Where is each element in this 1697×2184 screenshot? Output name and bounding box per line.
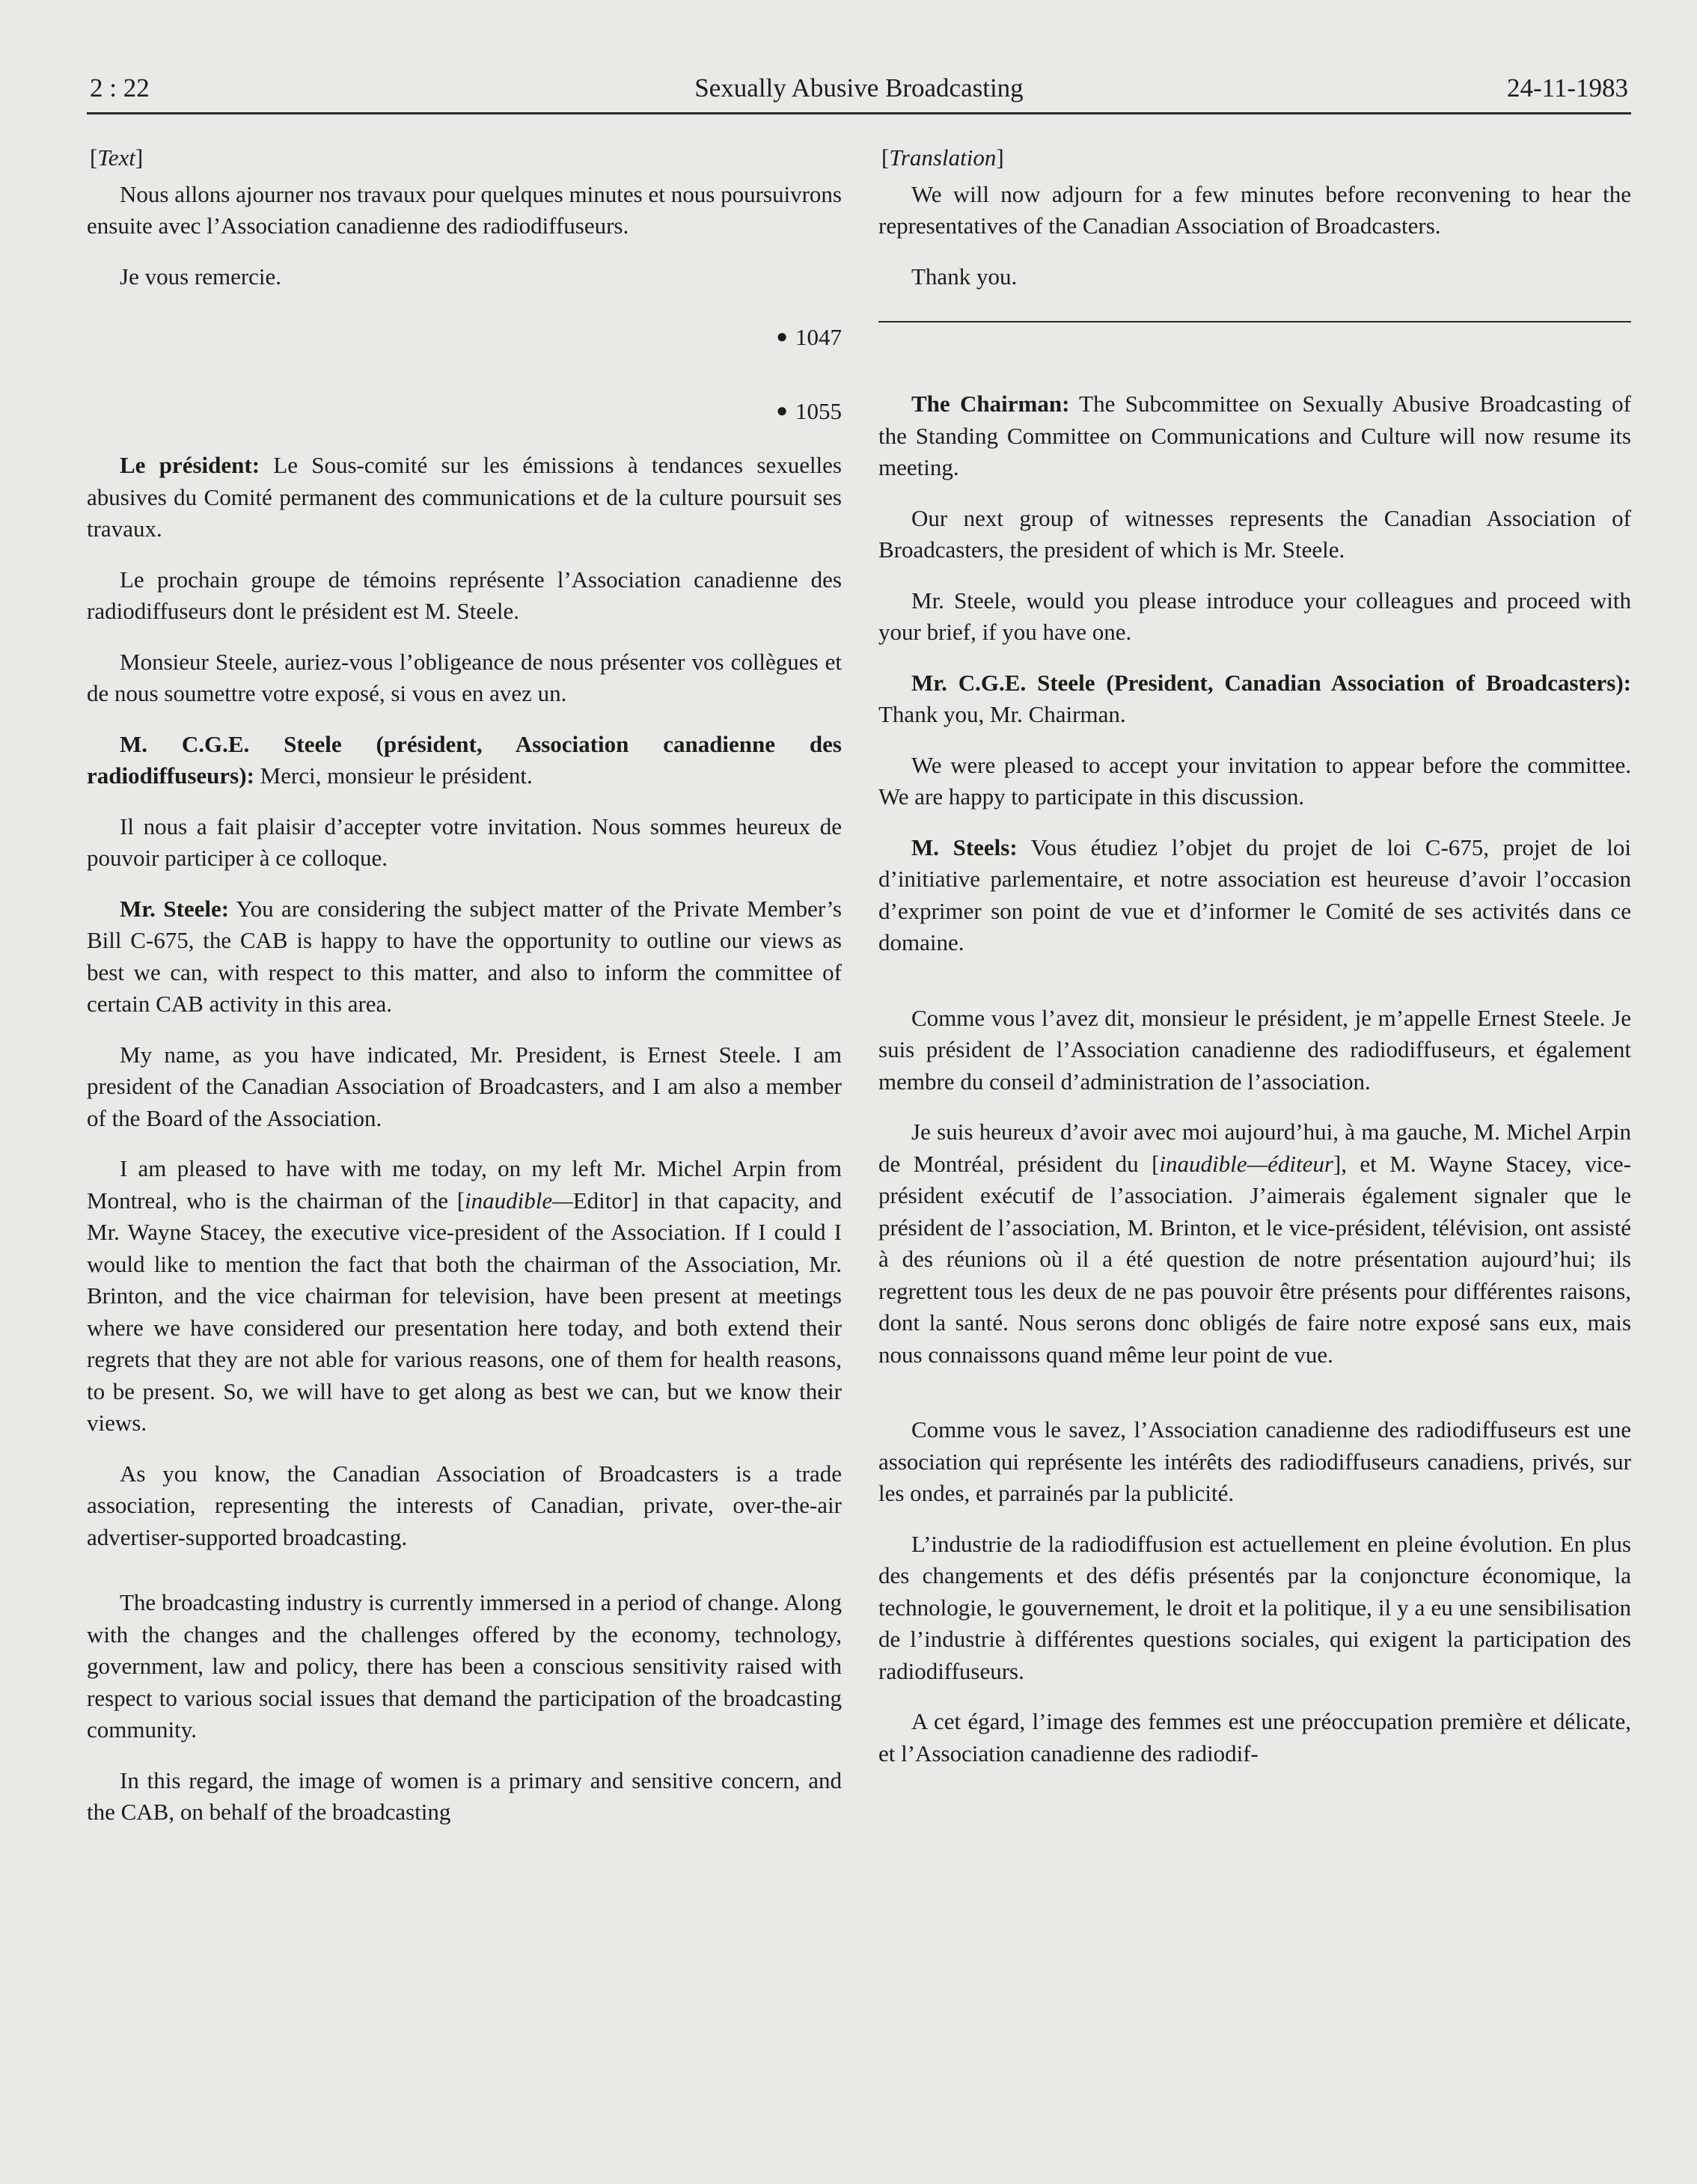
section-tag-label: Text (97, 144, 135, 171)
page-number: 2 : 22 (90, 73, 150, 103)
paragraph (878, 667, 1631, 731)
paragraph (878, 832, 1631, 959)
section-tag-label: Translation (889, 144, 997, 171)
time-marker-label: 1055 (795, 397, 842, 424)
left-column (87, 142, 842, 1847)
paragraph: Mr. Steele, would you please introduce your colleagues and proceed with your brief, if you have one. (878, 587, 1631, 645)
bullet-icon: ● (776, 325, 788, 347)
speaker-name: Mr. Steele: (120, 895, 230, 922)
speaker-name: M. C.G.E. Steele (président, Association canadienne des radiodiffuseurs): (87, 730, 842, 789)
paragraph: We were pleased to accept your invitation to appear before the committee. We are happy to participate in this discussion. (878, 751, 1631, 810)
speaker-name: Mr. C.G.E. Steele (President, Canadian Association of Broadcasters): (911, 669, 1631, 696)
paragraph: In this regard, the image of women is a primary and sensitive concern, and the CAB, on behalf of the broadcasting (87, 1767, 842, 1825)
paragraph: Thank you. (911, 263, 1018, 290)
paragraph: L’industrie de la radiodiffusion est actuellement en pleine évolution. En plus des changements et des défis présentés par la conjoncture économique, la technologie, le gouvernement, le droit et la politique, il y a eu une sensibilisation de l’industrie à différentes questions sociales, qui exigent la participation des radiodiffuseurs. (878, 1530, 1631, 1684)
paragraph: Il nous a fait plaisir d’accepter votre invitation. Nous sommes heureux de pouvoir participer à ce colloque. (87, 813, 842, 871)
paragraph: My name, as you have indicated, Mr. President, is Ernest Steele. I am president of the Canadian Association of Broadcasters, and I am also a member of the Board of the Association. (87, 1041, 842, 1131)
speech-text: The Subcommittee on Sexually Abusive Broadcasting of the Standing Committee on Communications and Culture will now resume its meeting. (878, 391, 1631, 480)
paragraph: The broadcasting industry is currently immersed in a period of change. Along with the changes and the challenges offered by the economy, technology, government, law and policy, there has been a conscious sensitivity raised with respect to various social issues that demand the participation of the broadcasting community. (87, 1589, 842, 1743)
paragraph (87, 893, 842, 1021)
speech-text: Thank you, Mr. Chairman. (878, 701, 1126, 727)
time-marker (87, 395, 842, 428)
running-title: Sexually Abusive Broadcasting (694, 73, 1024, 103)
speech-text: Vous étudiez l’objet du projet de loi C-675, projet de loi d’initiative parlementaire, et notre association est heureuse d’avoir l’occasion d’exprimer son point de vue et d’informer le Comité de ses activités dans ce domaine. (878, 833, 1631, 955)
paragraph: A cet égard, l’image des femmes est une préoccupation première et délicate, et l’Association canadienne des radiodif- (878, 1708, 1631, 1767)
paragraph: As you know, the Canadian Association of Broadcasters is a trade association, representing the interests of Canadian, private, over-the-air advertiser-supported broadcasting. (87, 1460, 842, 1550)
time-marker-label: 1047 (795, 324, 842, 350)
section-tag: [Translation] (881, 144, 1004, 171)
bullet-icon: ● (776, 399, 788, 421)
paragraph (878, 388, 1631, 484)
speech-text: Le Sous-comité sur les émissions à tendances sexuelles abusives du Comité permanent des communications et de la culture poursuit ses travaux. (87, 452, 842, 542)
paragraph (87, 450, 842, 545)
section-divider (878, 321, 1631, 322)
paragraph: Monsieur Steele, auriez-vous l’obligeance de nous présenter vos collègues et de nous soumettre votre exposé, si vous en avez un. (87, 648, 842, 706)
speech-text: You are considering the subject matter of the Private Member’s Bill C-675, the CAB is happy to have the opportunity to outline our views as best we can, with respect to this matter, and also to inform the committee of certain CAB activity in this area. (87, 895, 842, 1017)
right-column (878, 142, 1631, 1788)
speech-text: Merci, monsieur le président. (254, 762, 533, 789)
page-date: 24-11-1983 (1506, 73, 1628, 103)
paragraph: I am pleased to have with me today, on my left Mr. Michel Arpin from Montreal, who is the chairman of the [inaudible—Editor] in that capacity, and Mr. Wayne Stacey, the executive vice-president of the Association. If I could I would like to mention the fact that both the chairman of the Association, Mr. Brinton, and the vice chairman for television, have been present at meetings where we have considered our presentation here today, and both extend their regrets that they are not able for various reasons, one of them for health reasons, to be present. So, we will have to get along as best we can, but we know their views. (87, 1155, 842, 1436)
paragraph: Je suis heureux d’avoir avec moi aujourd’hui, à ma gauche, M. Michel Arpin de Montréal, président du [inaudible—éditeur], et M. Wayne Stacey, vice-président exécutif de l’association. J’aimerais également signaler que le président de l’association, M. Brinton, et le vice-président, télévision, ont assisté à des réunions où il a été question de notre présentation aujourd’hui; ils regrettent tous les deux de ne pas pouvoir être présents pour différentes raisons, dont la santé. Nous serons donc obligés de faire notre exposé sans eux, mais nous connaissons quand même leur point de vue. (878, 1119, 1631, 1368)
paragraph: Le prochain groupe de témoins représente l’Association canadienne des radiodiffuseurs dont le président est M. Steele. (87, 566, 842, 624)
paragraph: Je vous remercie. (120, 263, 282, 290)
paragraph: Nous allons ajourner nos travaux pour quelques minutes et nous poursuivrons ensuite avec l’Association canadienne des radiodiffuseurs. (87, 180, 842, 239)
time-marker (87, 321, 842, 354)
speaker-name: Le président: (120, 452, 260, 478)
section-tag: [Text] (90, 144, 144, 171)
paragraph: Comme vous l’avez dit, monsieur le président, je m’appelle Ernest Steele. Je suis président de l’Association canadienne des radiodiffuseurs, et également membre du conseil d’administration de l’association. (878, 1004, 1631, 1095)
speaker-name: The Chairman: (911, 391, 1070, 417)
paragraph: Our next group of witnesses represents the Canadian Association of Broadcasters, the president of which is Mr. Steele. (878, 504, 1631, 563)
page-header (87, 67, 1631, 114)
speaker-name: M. Steels: (911, 833, 1018, 860)
paragraph: We will now adjourn for a few minutes before reconvening to hear the representatives of the Canadian Association of Broadcasters. (878, 180, 1631, 239)
paragraph: Comme vous le savez, l’Association canadienne des radiodiffuseurs est une association qui représente les intérêts des radiodiffuseurs canadiens, privés, sur les ondes, et parrainés par la publicité. (878, 1416, 1631, 1506)
paragraph (87, 729, 842, 792)
